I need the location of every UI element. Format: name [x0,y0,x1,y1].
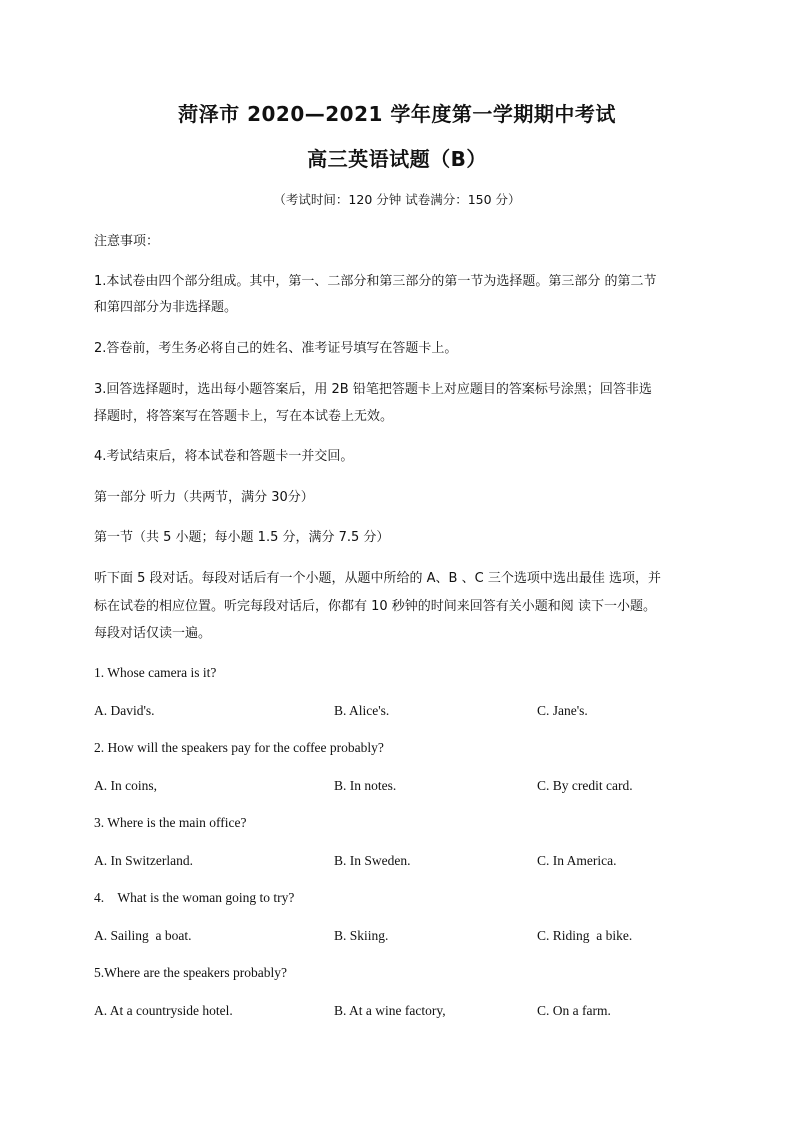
option-c: C. By credit card. [537,778,633,793]
exam-subtitle: 高三英语试题（B） [307,147,487,171]
option-b: B. At a wine factory, [334,1003,446,1018]
question-stem: 3. Where is the main office? [94,815,247,830]
question-stem: 5.Where are the speakers probably? [94,965,288,980]
option-a: A. David's. [94,703,155,718]
note-item-3-line-1: 3.回答选择题时，选出每小题答案后，用 2B 铅笔把答题卡上对应题目的答案标号涂黑；回答非选 [94,382,652,397]
option-a: A. In coins, [94,778,157,793]
question-stem: 1. Whose camera is it? [94,665,217,680]
option-c: C. Jane's. [537,703,588,718]
option-a: A. In Switzerland. [94,853,193,868]
instructions-line-1: 听下面 5 段对话。每段对话后有一个小题，从题中所给的 A、B 、C 三个选项中选出最佳 选项，并 [94,571,661,586]
instructions-line-3: 每段对话仅读一遍。 [94,626,212,641]
notes-heading: 注意事项： [94,234,160,249]
option-c: C. In America. [537,853,617,868]
note-item-1-line-1: 1.本试卷由四个部分组成。其中，第一、二部分和第三部分的第一节为选择题。第三部分 的第二节 [94,274,657,289]
exam-info: （考试时间：120 分钟 试卷满分：150 分） [273,192,521,207]
option-c: C. On a farm. [537,1003,611,1018]
option-b: B. In notes. [334,778,397,793]
option-b: B. In Sweden. [334,853,411,868]
question-stem: 4. What is the woman going to try? [94,890,295,905]
note-item-1-line-2: 和第四部分为非选择题。 [94,300,238,315]
option-c: C. Riding a bike. [537,928,633,943]
option-a: A. Sailing a boat. [94,928,192,943]
note-item-2: 2.答卷前，考生务必将自己的姓名、准考证号填写在答题卡上。 [94,341,458,356]
note-item-4: 4.考试结束后，将本试卷和答题卡一并交回。 [94,449,354,464]
part1-heading: 第一部分 听力（共两节，满分 30分） [94,490,314,505]
note-item-3-line-2: 择题时，将答案写在答题卡上，写在本试卷上无效。 [94,409,394,424]
question-stem: 2. How will the speakers pay for the coffee probably? [94,740,384,755]
option-b: B. Alice's. [334,703,390,718]
option-b: B. Skiing. [334,928,389,943]
exam-title: 菏泽市 2020—2021 学年度第一学期期中考试 [178,102,616,126]
section1-heading: 第一节（共 5 小题；每小题 1.5 分，满分 7.5 分） [94,530,390,545]
instructions-line-2: 标在试卷的相应位置。听完每段对话后，你都有 10 秒钟的时间来回答有关小题和阅 读下一小题。 [94,599,656,614]
option-a: A. At a countryside hotel. [94,1003,233,1018]
